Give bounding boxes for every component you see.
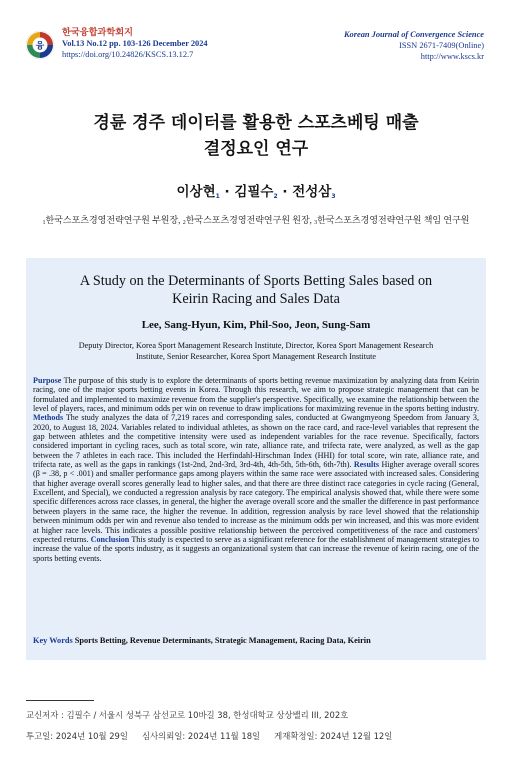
affil-text: 한국스포츠경영전략연구원 원장, xyxy=(185,215,315,225)
conclusion-label: Conclusion xyxy=(90,534,130,544)
methods-text: The study analyzes the data of 7,219 races and corresponding sales, conducted at Gwangmyeong Speedom from January 3, 2020, to August 18, 2024. Variables related to individual athletes, as shown on the race card, and race-level variables that represent the gap between athletes and the competitive intensity were used as independent variables for the race revenue. Specifically, factors considered important in cycling races, such as total score, win rate, alliance rate, and trifecta rate, were analyzed, as well as the gap between the 7 athletes in each race. This included the Herfindahl-Hirschman Index (HHI) for total score, win rate, alliance rate, and trifecta rate, as well as the gaps in rankings (1st-2nd, 2nd-3rd, 3rd-4th, 4th-5th, 5th-6th, 6th-7th). xyxy=(33,413,479,470)
author-sup: 3 xyxy=(331,193,336,200)
author-name: 전성삼 xyxy=(292,184,332,200)
authors-en: Lee, Sang-Hyun, Kim, Phil-Soo, Jeon, Sung-Sam xyxy=(141,319,371,331)
affiliations-kr xyxy=(0,213,512,226)
keywords-text: Sports Betting, Revenue Determinants, Strategic Management, Racing Data, Keirin xyxy=(72,636,371,645)
author-sup: 1 xyxy=(215,193,220,200)
affiliations-en xyxy=(40,340,472,362)
results-text: Higher average overall scores (β = .38, p < .001) and smaller performance gaps among players within the same race were associated with increased sales. Considering that higher average overall scores generally lead to higher sales, and that there are three distinct race categories in cycle racing (General, Excellent, and Special), we conducted a regression analysis by race category. The empirical analysis showed that, while there were some specific differences across race classes, in general, the higher the average overall score and the smaller the difference in past performance between players in the same race, the higher the revenue. In addition, regression analysis by race level showed that the relationship between minimum odds per win and revenue also tended to increase as the minimum odds per win increased, and this was more evident at higher race levels. This indicates a possible positive relationship between the perceived competitiveness of the race and customers' expected returns. xyxy=(33,460,479,544)
paper-title-en xyxy=(0,272,512,308)
keywords-label: Key Words xyxy=(33,636,73,645)
journal-name-kr: 한국융합과학회지 xyxy=(62,27,134,38)
affil-text: 한국스포츠경영전략연구원 책임 연구원 xyxy=(317,215,470,225)
author-name: 김필수 xyxy=(234,184,274,200)
paper-title-kr xyxy=(0,110,512,162)
affil-text: 한국스포츠경영전략연구원 부원장, xyxy=(45,215,183,225)
abstract-text xyxy=(33,376,479,563)
methods-label: Methods xyxy=(33,413,64,423)
title-kr-line2: 결정요인 연구 xyxy=(203,139,309,159)
title-kr-line1: 경륜 경주 데이터를 활용한 스포츠베팅 매출 xyxy=(93,113,419,133)
purpose-label: Purpose xyxy=(33,376,62,385)
issn: ISSN 2671-7409(Online) xyxy=(399,41,484,50)
doi-link[interactable]: https://doi.org/10.24826/KSCS.13.12.7 xyxy=(62,50,194,59)
results-label: Results xyxy=(353,460,380,470)
corresponding-author: 교신저자 : 김필수 / 서울시 성북구 삼선교로 10바길 38, 한성대학교 상상밸리 III, 202호 xyxy=(26,710,349,720)
author-sup: 2 xyxy=(273,193,278,200)
conclusion-text: This study is expected to serve as a significant reference for the establishment of management strategies to increase the value of the sports industry, as it suggests an organizational system that can increase the revenue of keirin racing, one of the sports betting events. xyxy=(33,534,480,563)
footnote-rule xyxy=(26,700,94,701)
review-date: 심사의뢰일: 2024년 11월 18일 xyxy=(141,731,261,741)
volume-line: Vol.13 No.12 pp. 103-126 December 2024 xyxy=(62,39,208,48)
purpose-text: The purpose of this study is to explore the determinants of sports betting revenue maximization by analyzing data from Keirin racing, one of the major sports betting events in Korea. Through this research, we aim to propose strategic management that can be formulated and implemented to maximize revenue from the supplier's perspective. Specifically, we examine the relationship between the level of players, races, and minimum odds per win on revenue to draw implications for maximizing revenue in the sports betting industry. xyxy=(33,376,479,414)
journal-info-en xyxy=(344,29,484,62)
keywords xyxy=(33,636,479,645)
received-date: 투고일: 2024년 10월 29일 xyxy=(26,731,128,741)
journal-logo xyxy=(25,30,55,60)
affil-num: 1 xyxy=(42,220,46,226)
affil-en-line1: Deputy Director, Korea Sport Management Research Institute, Director, Korea Sport Management Research xyxy=(78,341,434,350)
logo-text: 융 xyxy=(35,41,45,52)
accepted-date: 게재확정일: 2024년 12월 12일 xyxy=(274,731,393,741)
dates-line xyxy=(26,730,392,742)
affil-en-line2: Institute, Senior Researcher, Korea Sport Management Research Institute xyxy=(136,352,376,361)
journal-header xyxy=(0,0,512,72)
journal-info xyxy=(62,27,208,60)
journal-name-en: Korean Journal of Convergence Science xyxy=(343,30,484,39)
author-name: 이상현 xyxy=(176,184,216,200)
affil-num: 2 xyxy=(182,220,186,226)
affil-num: 3 xyxy=(314,220,318,226)
title-en-line2: Keirin Racing and Sales Data xyxy=(172,291,340,307)
website-link[interactable]: http://www.kscs.kr xyxy=(420,52,484,61)
authors-kr: 이상현$_1$ · 김필수$_2$ · 전성삼$_3$ xyxy=(176,184,336,200)
title-en-line1: A Study on the Determinants of Sports Betting Sales based on xyxy=(79,273,433,289)
